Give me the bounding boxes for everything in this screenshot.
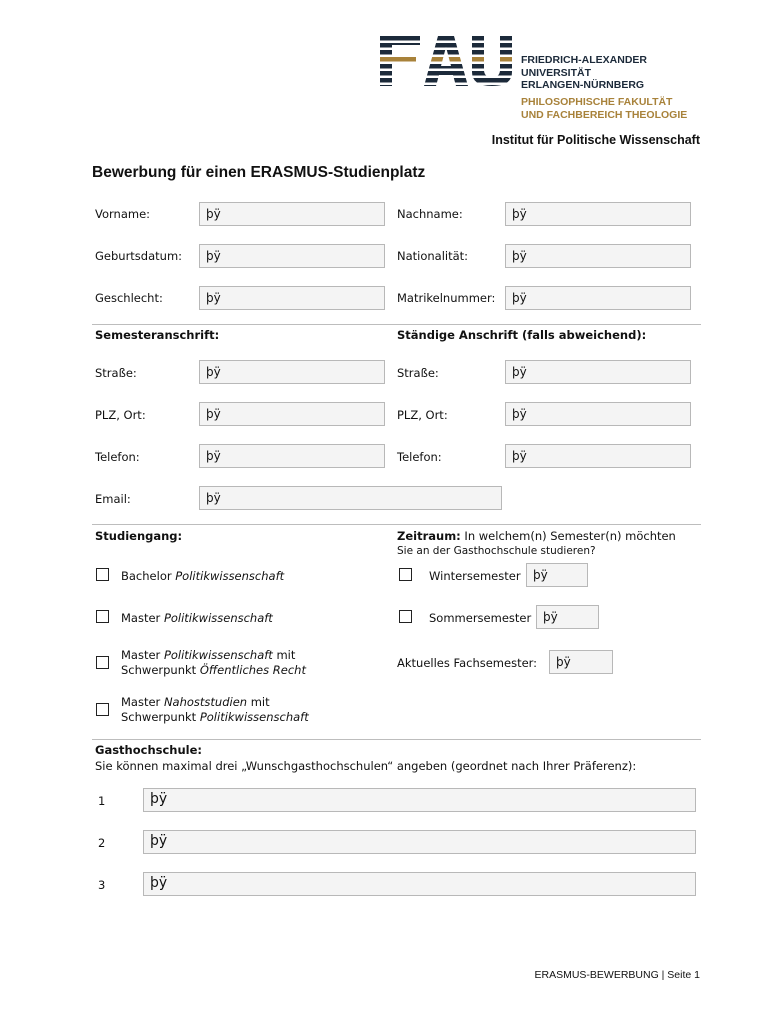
page-footer: ERASMUS-BEWERBUNG | Seite 1 <box>534 969 700 981</box>
vorname-field[interactable]: þÿ <box>199 202 385 226</box>
host-university-field-2[interactable]: þÿ <box>143 830 696 854</box>
current-semester-field[interactable]: þÿ <box>549 650 613 674</box>
email-label: Email: <box>95 492 131 506</box>
host-university-field-3[interactable]: þÿ <box>143 872 696 896</box>
faculty-line-2: UND FACHBEREICH THEOLOGIE <box>521 108 688 121</box>
winter-field[interactable]: þÿ <box>526 563 588 587</box>
perm-telefon-label: Telefon: <box>397 450 442 464</box>
faculty-line-1: PHILOSOPHISCHE FAKULTÄT <box>521 96 673 108</box>
sem-strasse-label: Straße: <box>95 366 137 380</box>
host-row-number: 2 <box>98 836 106 850</box>
summer-field[interactable]: þÿ <box>536 605 599 629</box>
nachname-field[interactable]: þÿ <box>505 202 691 226</box>
nachname-label: Nachname: <box>397 207 463 221</box>
master-pw-checkbox[interactable] <box>96 610 109 623</box>
vorname-label: Vorname: <box>95 207 151 221</box>
host-university-field-1[interactable]: þÿ <box>143 788 696 812</box>
master-nahost-checkbox[interactable] <box>96 703 109 716</box>
fau-logo-mark <box>380 36 512 86</box>
summer-label: Sommersemester <box>429 611 532 625</box>
current-semester-label: Aktuelles Fachsemester: <box>397 656 538 670</box>
university-line-3: ERLANGEN-NÜRNBERG <box>521 79 645 91</box>
university-line-2: UNIVERSITÄT <box>521 66 592 79</box>
matrikel-field[interactable]: þÿ <box>505 286 691 310</box>
host-row-number: 1 <box>98 794 106 808</box>
sem-plz-label: PLZ, Ort: <box>95 408 146 422</box>
permanent-address-heading: Ständige Anschrift (falls abweichend): <box>397 328 647 342</box>
form-title: Bewerbung für einen ERASMUS-Studienplatz <box>92 164 426 181</box>
faculty-name <box>521 96 687 121</box>
university-line-1: FRIEDRICH-ALEXANDER <box>521 54 647 66</box>
fau-logo <box>380 36 512 86</box>
email-field[interactable]: þÿ <box>199 486 502 510</box>
zeitraum-question-line2: Sie an der Gasthochschule studieren? <box>397 545 596 557</box>
perm-plz-field[interactable]: þÿ <box>505 402 691 426</box>
perm-plz-label: PLZ, Ort: <box>397 408 448 422</box>
geburtsdatum-field[interactable]: þÿ <box>199 244 385 268</box>
perm-strasse-label: Straße: <box>397 366 439 380</box>
winter-label: Wintersemester <box>429 569 521 583</box>
geschlecht-label: Geschlecht: <box>95 291 163 305</box>
semester-address-heading: Semesteranschrift: <box>95 328 220 342</box>
gasthochschule-heading: Gasthochschule: <box>95 743 203 757</box>
master-pw-recht-label: Master Politikwissenschaft mit Schwerpunkt Öffentliches Recht <box>121 648 306 677</box>
summer-checkbox[interactable] <box>399 610 412 623</box>
sem-telefon-field[interactable]: þÿ <box>199 444 385 468</box>
perm-strasse-field[interactable]: þÿ <box>505 360 691 384</box>
sem-telefon-label: Telefon: <box>95 450 140 464</box>
matrikel-label: Matrikelnummer: <box>397 291 496 305</box>
bachelor-pw-label: Bachelor Politikwissenschaft <box>121 569 285 583</box>
divider <box>92 524 701 525</box>
divider <box>92 739 701 740</box>
university-name <box>521 54 647 92</box>
nationalitaet-field[interactable]: þÿ <box>505 244 691 268</box>
gasthochschule-instruction: Sie können maximal drei „Wunschgasthochschulen“ angeben (geordnet nach Ihrer Präferenz): <box>95 759 637 773</box>
studiengang-heading: Studiengang: <box>95 529 183 543</box>
divider <box>92 324 701 325</box>
master-nahost-label: Master Nahoststudien mit Schwerpunkt Politikwissenschaft <box>121 695 309 724</box>
winter-checkbox[interactable] <box>399 568 412 581</box>
sem-plz-field[interactable]: þÿ <box>199 402 385 426</box>
sem-strasse-field[interactable]: þÿ <box>199 360 385 384</box>
master-pw-recht-checkbox[interactable] <box>96 656 109 669</box>
geburtsdatum-label: Geburtsdatum: <box>95 249 183 263</box>
geschlecht-field[interactable]: þÿ <box>199 286 385 310</box>
nationalitaet-label: Nationalität: <box>397 249 469 263</box>
institute-name: Institut für Politische Wissenschaft <box>491 133 700 147</box>
perm-telefon-field[interactable]: þÿ <box>505 444 691 468</box>
bachelor-pw-checkbox[interactable] <box>96 568 109 581</box>
master-pw-label: Master Politikwissenschaft <box>121 611 273 625</box>
host-row-number: 3 <box>98 878 106 892</box>
zeitraum-question: Zeitraum: In welchem(n) Semester(n) möchten <box>397 529 676 543</box>
